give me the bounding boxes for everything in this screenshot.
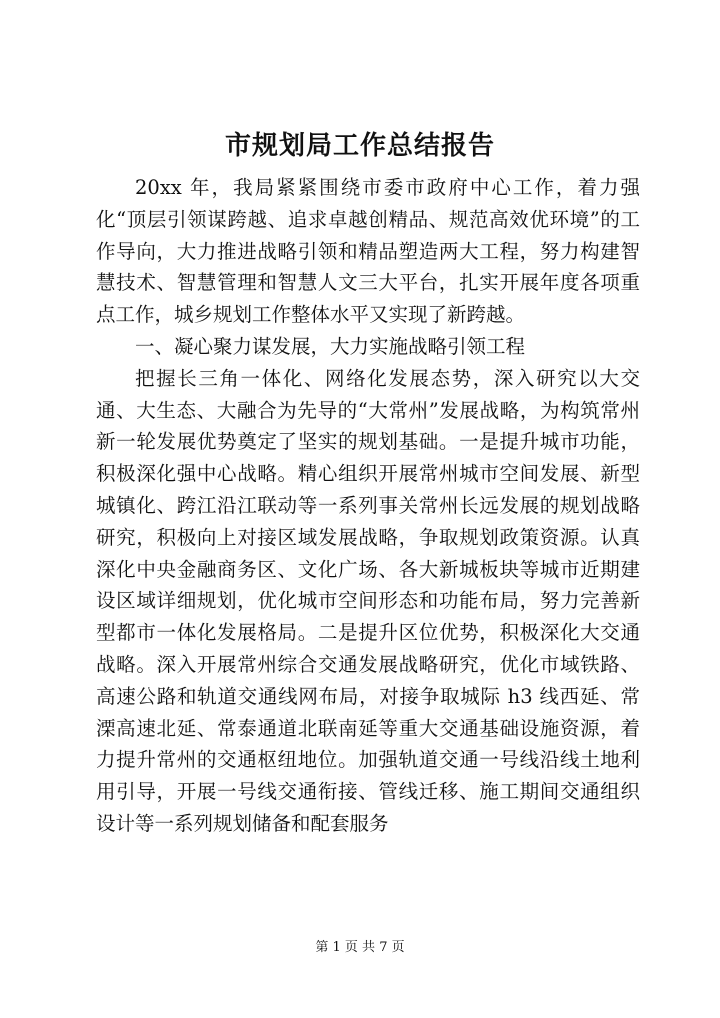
document-title: 市规划局工作总结报告 (224, 131, 495, 161)
document-body (96, 172, 640, 840)
section-heading: 一、凝心聚力谋发展，大力实施战略引领工程 (135, 334, 526, 358)
page-footer: 第 1 页 共 7 页 (315, 940, 405, 955)
intro-paragraph: 20xx 年，我局紧紧围绕市委市政府中心工作，着力强化“顶层引领谋跨越、追求卓越创精品、规范高效优环境”的工作导向，大力推进战略引领和精品塑造两大工程，努力构建智慧技术、智慧管理和智慧人文三大平台，扎实开展年度各项重点工作，城乡规划工作整体水平又实现了新跨越。 (96, 176, 640, 327)
section-paragraph: 把握长三角一体化、网络化发展态势，深入研究以大交通、大生态、大融合为先导的“大常州”发展战略，为构筑常州新一轮发展优势奠定了坚实的规划基础。一是提升城市功能，积极深化强中心战略。精心组织开展常州城市空间发展、新型城镇化、跨江沿江联动等一系列事关常州长远发展的规划战略研究，积极向上对接区域发展战略，争取规划政策资源。认真深化中央金融商务区、文化广场、各大新城板块等城市近期建设区域详细规划，优化城市空间形态和功能布局，努力完善新型都市一体化发展格局。二是提升区位优势，积极深化大交通战略。深入开展常州综合交通发展战略研究，优化市域铁路、高速公路和轨道交通线网布局，对接争取城际 h3 线西延、常溧高速北延、常泰通道北联南延等重大交通基础设施资源，着力提升常州的交通枢纽地位。加强轨道交通一号线沿线土地利用引导，开展一号线交通衔接、管线迁移、施工期间交通组织设计等一系列规划储备和配套服务 (96, 366, 640, 835)
